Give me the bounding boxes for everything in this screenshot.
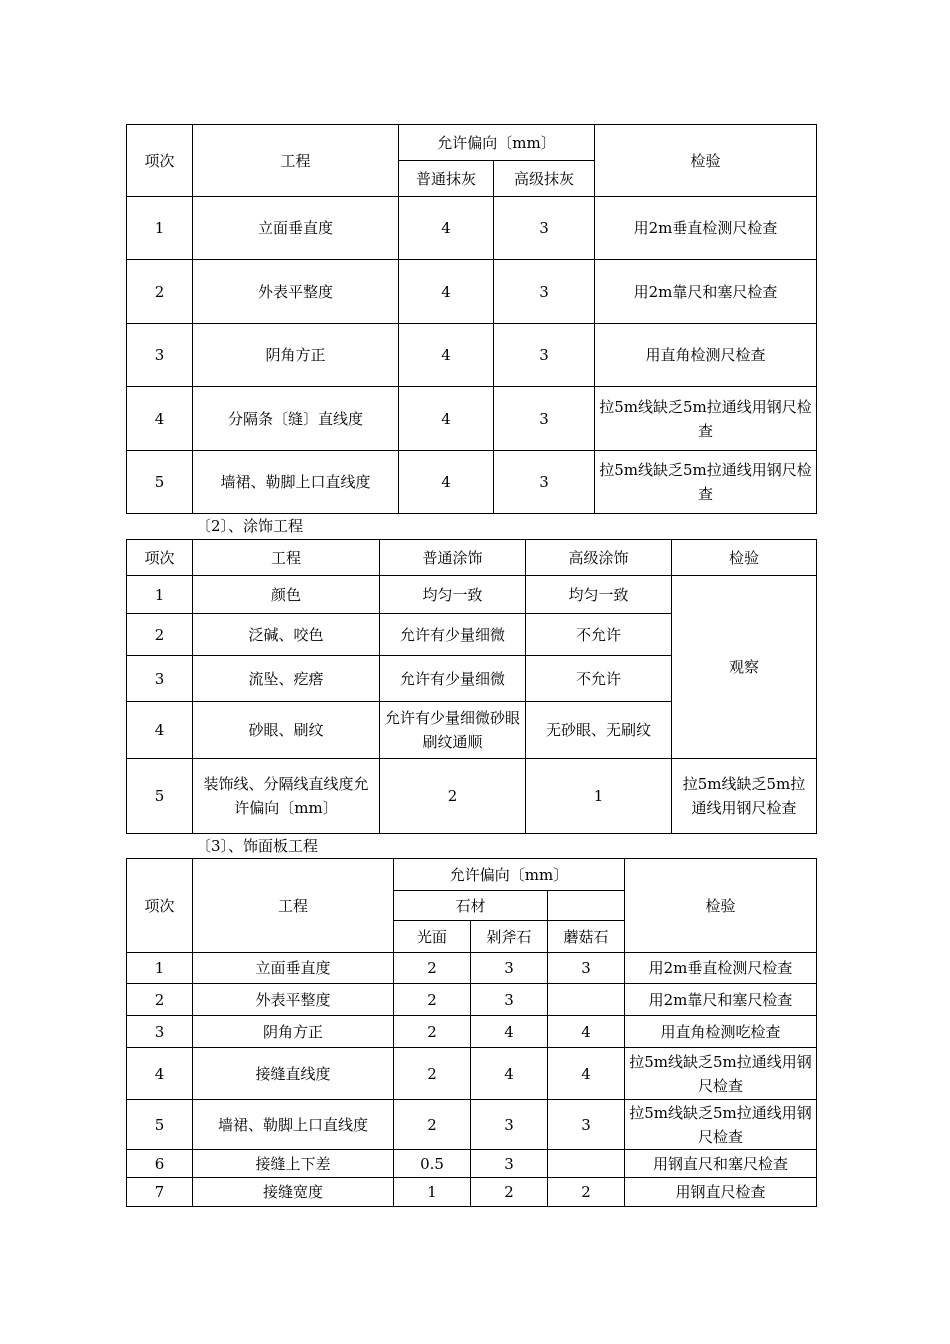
cell-axed: 3: [471, 953, 548, 984]
cell-project: 分隔条〔缝〕直线度: [193, 387, 399, 451]
cell-project: 立面垂直度: [193, 953, 394, 984]
header-item: 项次: [127, 859, 193, 953]
header-project: 工程: [193, 859, 394, 953]
table-row: [127, 1016, 817, 1048]
cell-no: 5: [127, 759, 193, 834]
section2-title: 〔2〕、涂饰工程: [196, 517, 304, 535]
cell-no: 4: [127, 702, 193, 759]
cell-normal: 允许有少量细微: [380, 614, 526, 656]
cell-normal: 4: [399, 260, 494, 324]
cell-inspection: 用2m垂直检测尺检查: [625, 953, 817, 984]
cell-inspection: 用直角检测吃检查: [625, 1016, 817, 1048]
cell-no: 5: [127, 1100, 193, 1150]
cell-inspection: 拉5m线缺乏5m拉通线用钢尺检查: [672, 759, 817, 834]
cell-normal: 4: [399, 324, 494, 387]
cell-inspection: 拉5m线缺乏5m拉通线用钢尺检查: [625, 1100, 817, 1150]
header-project: 工程: [193, 540, 380, 576]
cell-advanced: 不允许: [526, 656, 672, 702]
cell-advanced: 3: [494, 324, 595, 387]
cell-project: 接缝宽度: [193, 1178, 394, 1207]
cell-project: 流坠、疙瘩: [193, 656, 380, 702]
cell-no: 1: [127, 576, 193, 614]
header-stone: 石材: [394, 891, 548, 921]
cell-inspection: 拉5m线缺乏5m拉通线用钢尺检查: [595, 451, 817, 514]
cell-advanced: 均匀一致: [526, 576, 672, 614]
cell-polished: 2: [394, 1100, 471, 1150]
cell-axed: 2: [471, 1178, 548, 1207]
header-axed: 剁斧石: [471, 921, 548, 953]
cell-no: 3: [127, 656, 193, 702]
table-row: [127, 576, 817, 614]
cell-project: 立面垂直度: [193, 197, 399, 260]
cell-no: 5: [127, 451, 193, 514]
table-row: [127, 451, 817, 514]
cell-no: 4: [127, 1048, 193, 1100]
table-row: [127, 260, 817, 324]
cell-normal: 均匀一致: [380, 576, 526, 614]
cell-inspection: 用2m靠尺和塞尺检查: [595, 260, 817, 324]
cell-mushroom: 3: [548, 1100, 625, 1150]
cell-inspection: 用2m垂直检测尺检查: [595, 197, 817, 260]
table-row: [127, 1100, 817, 1150]
plastering-table: [126, 124, 817, 514]
cell-no: 1: [127, 197, 193, 260]
cell-advanced: 3: [494, 260, 595, 324]
cell-project: 接缝上下差: [193, 1150, 394, 1178]
cell-no: 2: [127, 614, 193, 656]
cell-no: 3: [127, 324, 193, 387]
cell-inspection: 用钢直尺检查: [625, 1178, 817, 1207]
cell-mushroom: [548, 1150, 625, 1178]
header-polished: 光面: [394, 921, 471, 953]
cell-inspection-merged: 观察: [672, 576, 817, 759]
header-mushroom: 蘑菇石: [548, 921, 625, 953]
table-row: [127, 1150, 817, 1178]
header-inspection: 检验: [672, 540, 817, 576]
header-normal: 普通抹灰: [399, 161, 494, 197]
cell-normal: 4: [399, 197, 494, 260]
cell-project: 阴角方正: [193, 324, 399, 387]
cell-polished: 2: [394, 984, 471, 1016]
cell-mushroom: 3: [548, 953, 625, 984]
cell-project: 墙裙、勒脚上口直线度: [193, 1100, 394, 1150]
coating-table: [126, 539, 817, 834]
cell-inspection: 拉5m线缺乏5m拉通线用钢尺检查: [595, 387, 817, 451]
cell-project: 外表平整度: [193, 984, 394, 1016]
cell-polished: 1: [394, 1178, 471, 1207]
header-advanced: 高级抹灰: [494, 161, 595, 197]
header-project: 工程: [193, 125, 399, 197]
header-advanced: 高级涂饰: [526, 540, 672, 576]
header-item: 项次: [127, 125, 193, 197]
cell-axed: 4: [471, 1016, 548, 1048]
cell-axed: 4: [471, 1048, 548, 1100]
table-row: [127, 324, 817, 387]
table-row: [127, 759, 817, 834]
cell-project: 砂眼、刷纹: [193, 702, 380, 759]
facing-panel-table: [126, 858, 817, 1207]
cell-no: 2: [127, 984, 193, 1016]
cell-polished: 2: [394, 1016, 471, 1048]
cell-polished: 2: [394, 953, 471, 984]
cell-inspection: 用2m靠尺和塞尺检查: [625, 984, 817, 1016]
cell-advanced: 不允许: [526, 614, 672, 656]
table-row: [127, 984, 817, 1016]
table-row: [127, 197, 817, 260]
cell-no: 7: [127, 1178, 193, 1207]
cell-mushroom: 2: [548, 1178, 625, 1207]
cell-project: 颜色: [193, 576, 380, 614]
section3-title: 〔3〕、饰面板工程: [196, 837, 319, 855]
cell-inspection: 用直角检测尺检查: [595, 324, 817, 387]
header-normal: 普通涂饰: [380, 540, 526, 576]
table-row: [127, 1048, 817, 1100]
cell-advanced: 3: [494, 197, 595, 260]
header-blank: [548, 891, 625, 921]
header-allowance: 允许偏向〔mm〕: [399, 125, 595, 161]
cell-polished: 0.5: [394, 1150, 471, 1178]
header-inspection: 检验: [595, 125, 817, 197]
cell-axed: 3: [471, 1150, 548, 1178]
cell-project: 装饰线、分隔线直线度允许偏向〔mm〕: [193, 759, 380, 834]
table-row: [127, 387, 817, 451]
cell-polished: 2: [394, 1048, 471, 1100]
cell-no: 2: [127, 260, 193, 324]
cell-normal: 允许有少量细微砂眼刷纹通顺: [380, 702, 526, 759]
cell-normal: 允许有少量细微: [380, 656, 526, 702]
cell-normal: 4: [399, 451, 494, 514]
cell-inspection: 用钢直尺和塞尺检查: [625, 1150, 817, 1178]
cell-advanced: 3: [494, 451, 595, 514]
cell-no: 1: [127, 953, 193, 984]
cell-no: 6: [127, 1150, 193, 1178]
cell-project: 外表平整度: [193, 260, 399, 324]
cell-project: 泛碱、咬色: [193, 614, 380, 656]
header-item: 项次: [127, 540, 193, 576]
cell-advanced: 3: [494, 387, 595, 451]
header-allowance: 允许偏向〔mm〕: [394, 859, 625, 891]
cell-project: 阴角方正: [193, 1016, 394, 1048]
cell-mushroom: 4: [548, 1048, 625, 1100]
cell-mushroom: [548, 984, 625, 1016]
cell-advanced: 1: [526, 759, 672, 834]
cell-project: 接缝直线度: [193, 1048, 394, 1100]
cell-advanced: 无砂眼、无刷纹: [526, 702, 672, 759]
table-row: [127, 953, 817, 984]
cell-normal: 2: [380, 759, 526, 834]
cell-no: 4: [127, 387, 193, 451]
cell-inspection: 拉5m线缺乏5m拉通线用钢尺检查: [625, 1048, 817, 1100]
cell-no: 3: [127, 1016, 193, 1048]
cell-axed: 3: [471, 1100, 548, 1150]
header-inspection: 检验: [625, 859, 817, 953]
table-row: [127, 1178, 817, 1207]
cell-mushroom: 4: [548, 1016, 625, 1048]
cell-project: 墙裙、勒脚上口直线度: [193, 451, 399, 514]
cell-normal: 4: [399, 387, 494, 451]
cell-axed: 3: [471, 984, 548, 1016]
